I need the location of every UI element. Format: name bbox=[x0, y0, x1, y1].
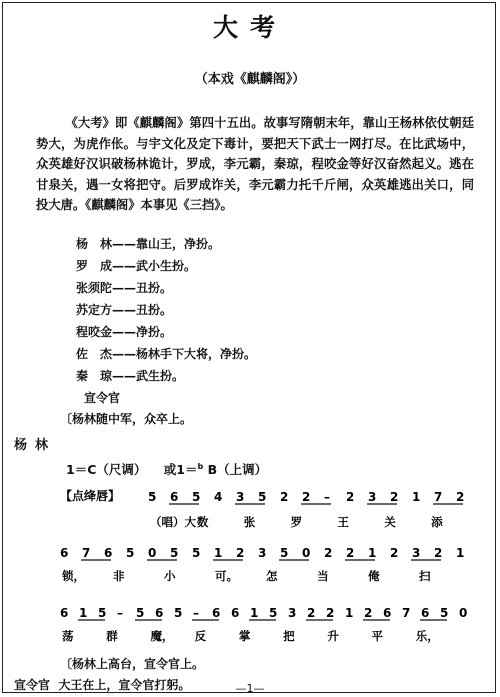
jianpu-note: 2 bbox=[346, 546, 355, 560]
jianpu-note: – bbox=[193, 606, 199, 620]
cast-role: 程咬金 bbox=[76, 325, 113, 339]
jianpu-note: 1 bbox=[250, 606, 259, 620]
cast-desc: ——杨林手下大将，净扮。 bbox=[112, 347, 257, 361]
key-main: 1＝C（尺调） bbox=[66, 462, 147, 477]
jianpu-note: 5 bbox=[258, 490, 267, 504]
lyric-word: 乐， bbox=[415, 629, 439, 643]
cast-desc: ——武生扮。 bbox=[112, 369, 185, 383]
lyric-word: 当 bbox=[317, 569, 329, 583]
jianpu-note: 1 bbox=[412, 490, 421, 504]
jianpu-note: 1 bbox=[79, 606, 88, 620]
cast-role: 罗 成 bbox=[76, 259, 113, 273]
lyric-word: 怎 bbox=[266, 569, 278, 583]
lyric-word: 王 bbox=[337, 515, 349, 529]
lyric-word: 罗 bbox=[290, 515, 303, 529]
jianpu-note: 5 bbox=[136, 606, 145, 620]
cast-desc: ——靠山王，净扮。 bbox=[112, 237, 221, 251]
jianpu-note: 5 bbox=[170, 546, 179, 560]
jianpu-note: 2 bbox=[326, 606, 335, 620]
jianpu-note: 2 bbox=[364, 606, 373, 620]
jianpu-note: 6 bbox=[104, 546, 113, 560]
cast-desc: ——丑扮。 bbox=[112, 281, 173, 295]
jianpu-note: 5 bbox=[192, 546, 201, 560]
jianpu-note: 5 bbox=[269, 606, 278, 620]
dialogue-speaker: 宣令官 bbox=[14, 678, 51, 692]
jianpu-note: 5 bbox=[192, 490, 201, 504]
jianpu-note: 4 bbox=[214, 490, 223, 504]
lyric-word: 荡 bbox=[62, 629, 74, 643]
lyric-word: 锁， bbox=[62, 569, 85, 583]
jianpu-note: 3 bbox=[412, 546, 421, 560]
lyric-word: 把 bbox=[283, 629, 295, 643]
jianpu-note: 1 bbox=[345, 606, 354, 620]
lyric-word: 添 bbox=[431, 515, 443, 529]
jianpu-note: 2 bbox=[434, 546, 443, 560]
page-number: —1— bbox=[235, 682, 265, 695]
cast-role: 张须陀 bbox=[76, 281, 113, 295]
lyric-word: 非 bbox=[113, 569, 125, 583]
jianpu-note: 6 bbox=[421, 606, 430, 620]
jianpu-note: 1 bbox=[456, 546, 465, 560]
jianpu-note: 7 bbox=[434, 490, 443, 504]
jianpu-note: 0 bbox=[148, 546, 157, 560]
jianpu-note: 2 bbox=[390, 490, 399, 504]
lyric-word: 小 bbox=[164, 569, 176, 583]
jianpu-note: 1 bbox=[368, 546, 377, 560]
jianpu-note: 5 bbox=[440, 606, 449, 620]
lyric-word: （唱）大 bbox=[150, 515, 196, 529]
lyric-word: 掌 bbox=[238, 629, 251, 643]
jianpu-note: 6 bbox=[383, 606, 392, 620]
lyric-word: 扫 bbox=[419, 569, 431, 583]
jianpu-note: 6 bbox=[60, 546, 69, 560]
jianpu-note: – bbox=[117, 606, 123, 620]
lyric-word: 平 bbox=[371, 629, 384, 643]
jianpu-note: 7 bbox=[82, 546, 91, 560]
cast-role: 佐 杰 bbox=[76, 347, 113, 361]
jianpu-note: 2 bbox=[236, 546, 245, 560]
lyric-word: 数 bbox=[196, 515, 209, 529]
jianpu-note: 2 bbox=[324, 546, 333, 560]
cast-role: 秦 琼 bbox=[76, 369, 113, 383]
cast-desc: ——武小生扮。 bbox=[112, 259, 197, 273]
lyric-word: 关 bbox=[384, 515, 396, 529]
cast-role: 宣令官 bbox=[84, 391, 121, 405]
lyric-word: 魔， bbox=[150, 629, 174, 643]
key-alt-suffix: B（上调） bbox=[207, 462, 268, 477]
page-title: 大考 bbox=[212, 13, 287, 42]
jianpu-note: 5 bbox=[280, 546, 289, 560]
jianpu-note: 6 bbox=[155, 606, 164, 620]
jianpu-note: 6 bbox=[170, 490, 179, 504]
jianpu-note: 5 bbox=[174, 606, 183, 620]
key-alt-prefix: 或1＝ bbox=[163, 462, 198, 477]
jianpu-note: 0 bbox=[302, 546, 311, 560]
jianpu-note: 6 bbox=[212, 606, 221, 620]
jianpu-note: 2 bbox=[456, 490, 465, 504]
cast-role: 苏定方 bbox=[76, 303, 113, 317]
jianpu-note: 3 bbox=[368, 490, 377, 504]
jianpu-note: 3 bbox=[288, 606, 297, 620]
jianpu-note: 5 bbox=[98, 606, 107, 620]
cast-desc: ——净扮。 bbox=[112, 325, 173, 339]
lyric-word: 可。 bbox=[215, 569, 238, 583]
cast-desc: ——丑扮。 bbox=[112, 303, 173, 317]
flat-sign: b bbox=[197, 461, 204, 471]
lyric-word: 俺 bbox=[368, 569, 380, 583]
jianpu-note: 2 bbox=[302, 490, 311, 504]
cast-role: 杨 林 bbox=[76, 237, 113, 251]
intro-paragraph: 《大考》即《麒麟阁》第四十五出。故事写隋朝末年，靠山王杨林依仗朝廷势大，为虎作伥。与宇文化及定下毒计，要把天下武士一网打尽。在比武场中，众英雄好汉识破杨林诡计，罗成，李元霸，秦琼，程咬金等好汉奋然起义。逃在甘泉关，遇一女将把守。后罗成诈关，李元霸力托千斤闸，众英雄逃出关口，同投大唐。《麒麟阁》本事见《三挡》。 bbox=[36, 116, 474, 212]
jianpu-note: 0 bbox=[459, 606, 468, 620]
jianpu-note: 7 bbox=[402, 606, 411, 620]
jianpu-note: 3 bbox=[258, 546, 267, 560]
jianpu-note: – bbox=[324, 490, 330, 504]
lyric-word: 群 bbox=[106, 629, 118, 643]
lyric-word: 张 bbox=[243, 515, 256, 529]
jianpu-note: 6 bbox=[231, 606, 240, 620]
jianpu-note: 2 bbox=[346, 490, 355, 504]
lyric-word: 反 bbox=[194, 629, 207, 643]
jianpu-note: 6 bbox=[60, 606, 69, 620]
jianpu-note: 5 bbox=[126, 546, 135, 560]
stage-direction: 〔杨林上高台，宣令官上。 bbox=[60, 657, 205, 671]
music-label: 【点绛唇】 bbox=[60, 489, 121, 503]
speaker-name: 杨林 bbox=[14, 438, 57, 453]
page-subtitle: （本戏《麒麟阁》） bbox=[194, 72, 306, 87]
jianpu-note: 2 bbox=[280, 490, 289, 504]
lyric-word: 升 bbox=[327, 629, 339, 643]
jianpu-note: 5 bbox=[148, 490, 157, 504]
dialogue-text: 大王在上，宣令官打躬。 bbox=[58, 678, 191, 692]
stage-direction: 〔杨林随中军，众卒上。 bbox=[60, 412, 193, 426]
jianpu-note: 3 bbox=[236, 490, 245, 504]
jianpu-note: 1 bbox=[214, 546, 223, 560]
jianpu-note: 2 bbox=[307, 606, 316, 620]
jianpu-note: 2 bbox=[390, 546, 399, 560]
